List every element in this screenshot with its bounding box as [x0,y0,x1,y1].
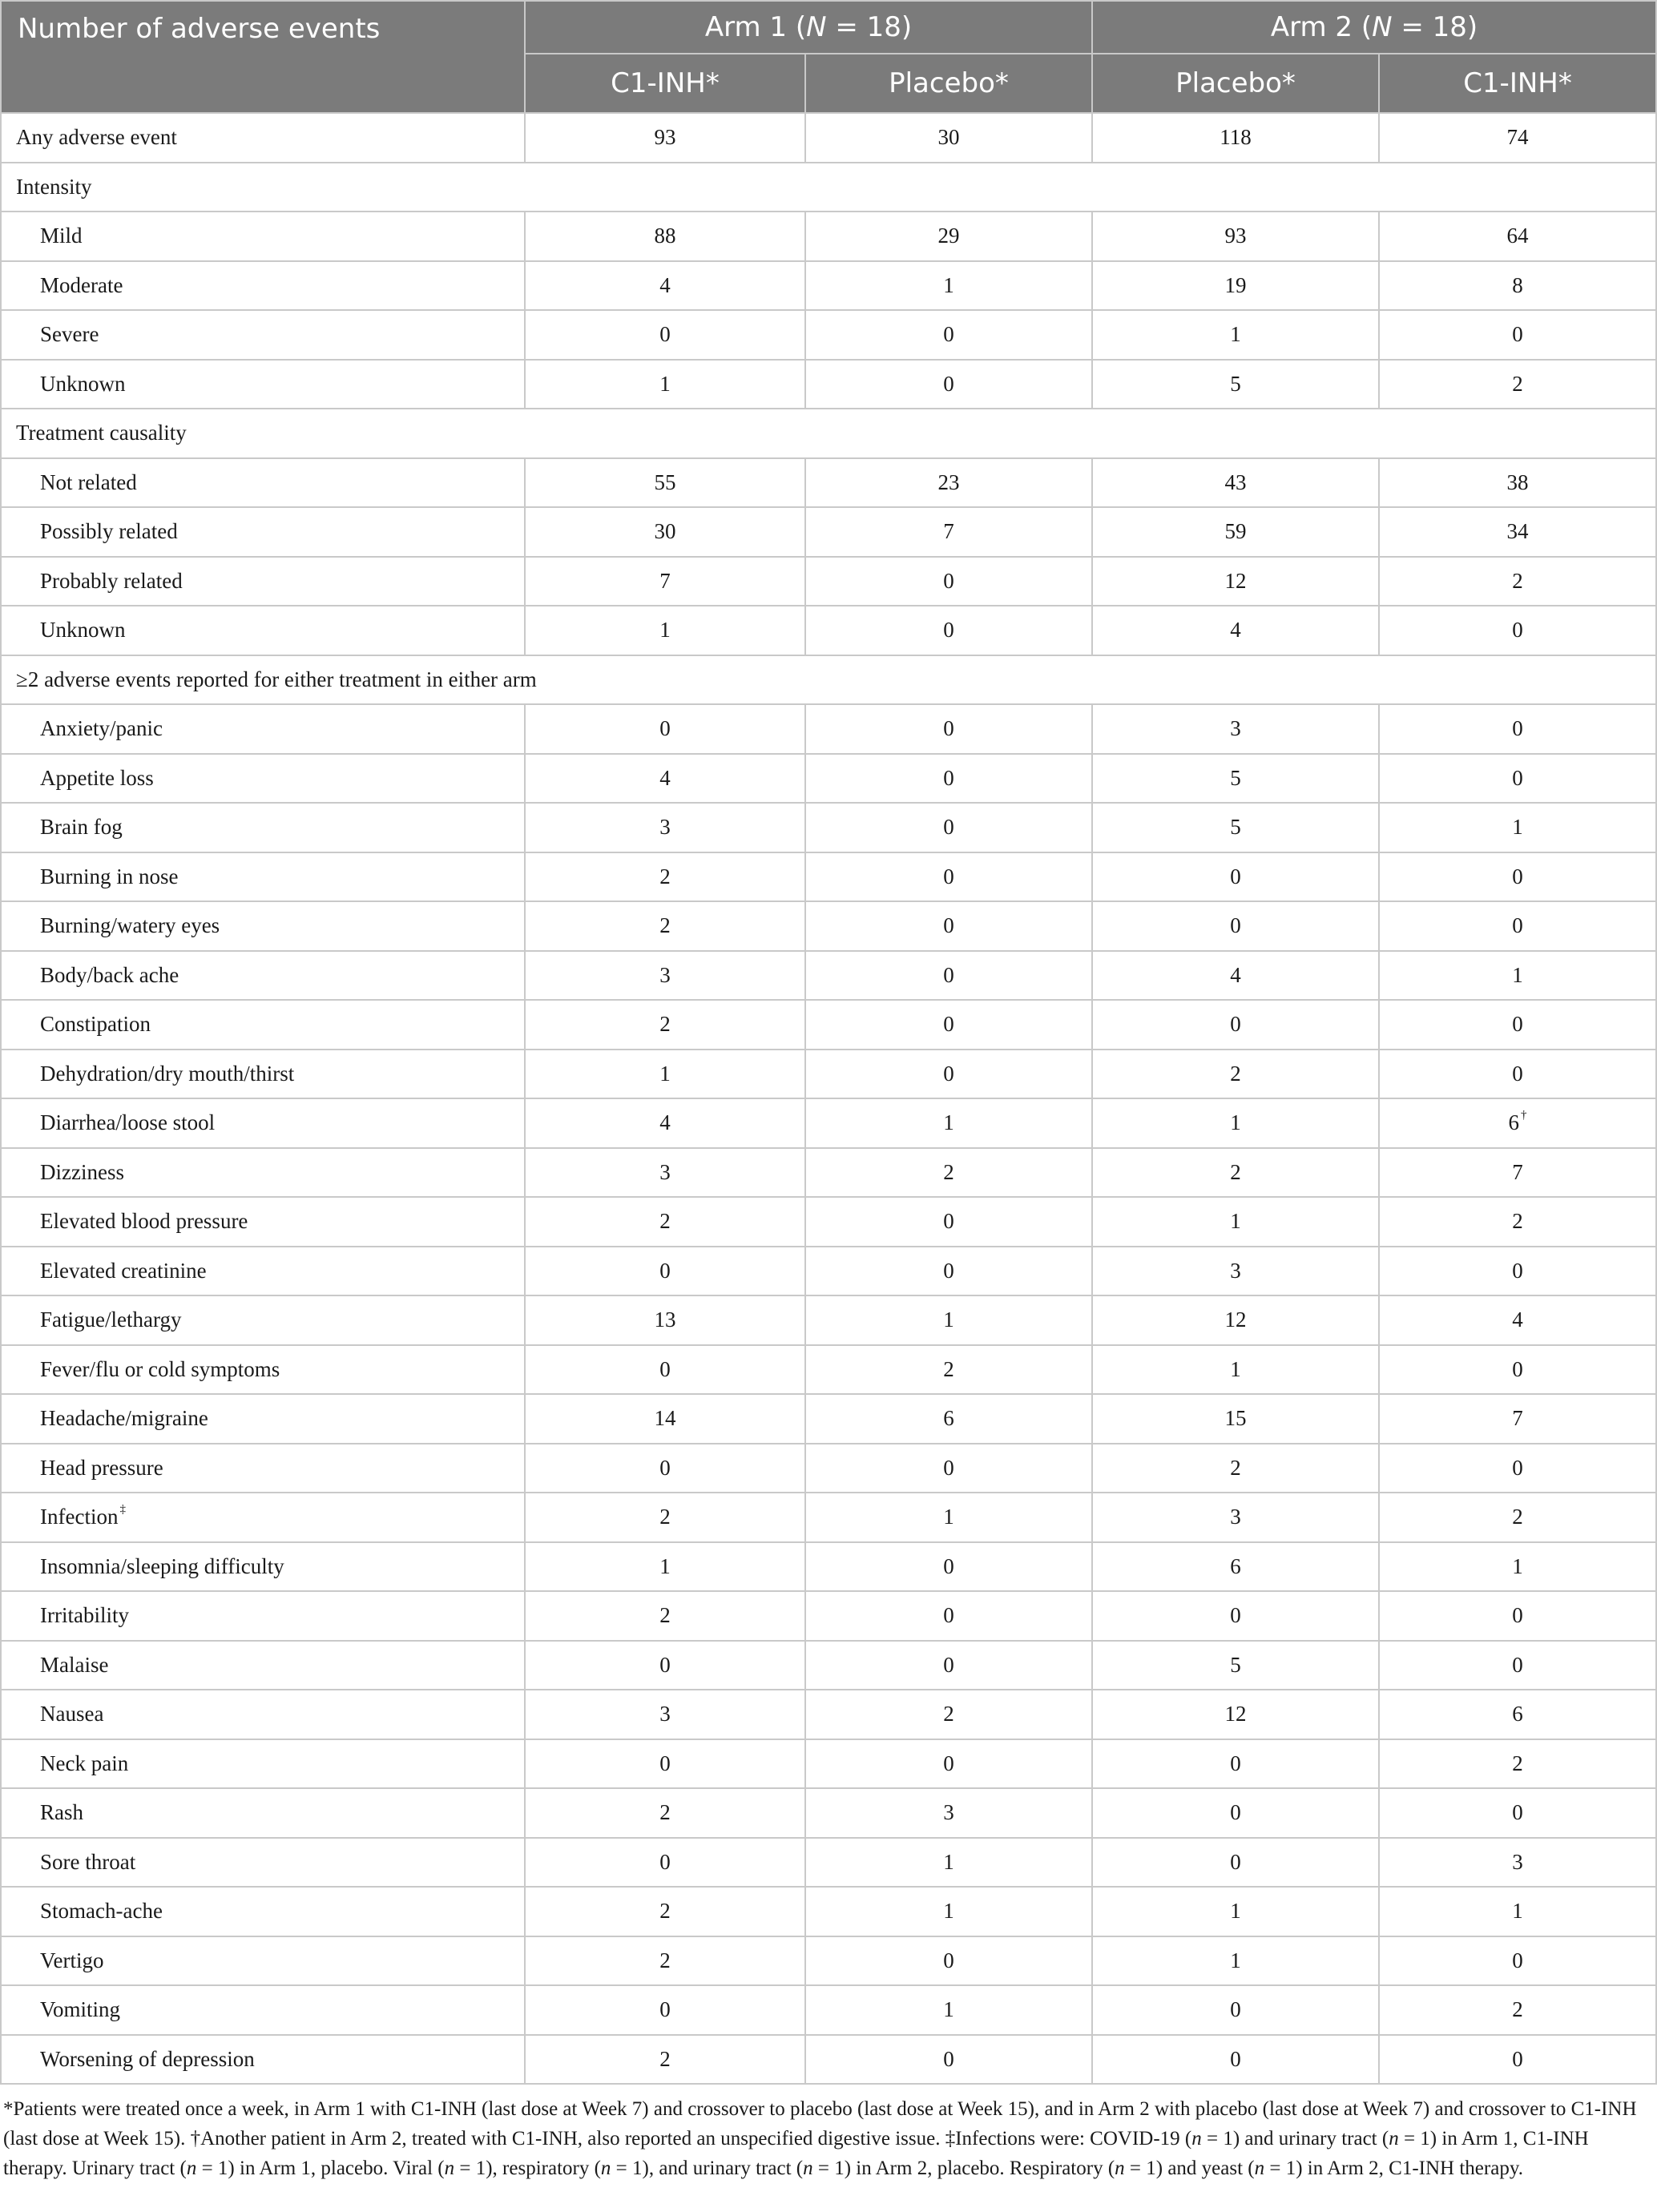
value-cell: 3 [1092,1247,1379,1296]
row-label: Burning/watery eyes [1,901,525,951]
row-label: Not related [1,458,525,508]
value-cell: 0 [1092,1591,1379,1641]
section-label: ≥2 adverse events reported for either treatment in either arm [1,655,1656,705]
value-cell: 1 [1092,1098,1379,1148]
footnote-segment: = 1) in Arm 1, placebo. Viral ( [196,2158,445,2179]
value-cell: 0 [1092,852,1379,902]
row-label: Any adverse event [1,113,525,163]
table-row [1,606,1656,655]
value-cell: 3 [525,1148,805,1198]
value-cell: 0 [805,557,1092,606]
value-cell: 0 [805,310,1092,360]
footnote-segment: = 1) in Arm 1, C1-INH therapy. Urinary tract ( [3,2128,1589,2179]
value-cell: 0 [1379,1788,1656,1838]
row-label: Elevated creatinine [1,1247,525,1296]
value-cell: 2 [805,1148,1092,1198]
value-cell: 0 [525,310,805,360]
table-row [1,901,1656,951]
value-cell: 6 † [1379,1098,1656,1148]
value-cell: 5 [1092,360,1379,409]
value-cell: 3 [525,1690,805,1739]
table-body [1,113,1656,2084]
value-cell: 0 [1379,852,1656,902]
row-label: Unknown [1,606,525,655]
value-cell: 34 [1379,507,1656,557]
footnote-segment: n [1191,2128,1202,2150]
value-cell: 5 [1092,1641,1379,1690]
value-cell: 93 [1092,212,1379,261]
value-cell: 0 [1379,310,1656,360]
row-label: Elevated blood pressure [1,1197,525,1247]
row-label: Unknown [1,360,525,409]
value-cell: 2 [805,1345,1092,1395]
section-row [1,163,1656,212]
row-label: Diarrhea/loose stool [1,1098,525,1148]
row-label: Worsening of depression [1,2035,525,2085]
value-cell: 0 [805,1739,1092,1789]
value-cell: 3 [1092,704,1379,754]
value-cell: 0 [805,901,1092,951]
table-row [1,1936,1656,1986]
value-cell: 3 [1379,1838,1656,1888]
value-cell: 0 [805,1591,1092,1641]
row-label: Head pressure [1,1444,525,1493]
value-cell: 0 [1092,901,1379,951]
value-cell: 6 [1092,1542,1379,1592]
value-cell: 8 [1379,261,1656,311]
row-label: Stomach-ache [1,1887,525,1936]
value-cell: 12 [1092,1690,1379,1739]
value-cell: 2 [525,1493,805,1542]
table-row [1,212,1656,261]
header-col-arm1-placebo: Placebo* [805,54,1092,113]
footnote-segment: n [1389,2128,1399,2150]
table-row [1,1591,1656,1641]
footnote-segment: = 1) and yeast ( [1124,2158,1255,2179]
value-cell: 0 [1379,606,1656,655]
table-row [1,1000,1656,1050]
value-cell: 2 [525,2035,805,2085]
value-cell: 2 [525,1591,805,1641]
header-col-arm1-c1inh: C1-INH* [525,54,805,113]
row-label: Headache/migraine [1,1394,525,1444]
value-cell: 0 [1379,1641,1656,1690]
value-cell: 0 [1379,1050,1656,1099]
table-row [1,507,1656,557]
value-cell: 1 [1092,1887,1379,1936]
table-row [1,754,1656,804]
value-cell: 2 [525,852,805,902]
value-cell: 1 [805,1098,1092,1148]
table-row [1,1542,1656,1592]
value-cell: 5 [1092,803,1379,852]
value-cell: 0 [1379,1936,1656,1986]
value-cell: 2 [805,1690,1092,1739]
value-cell: 2 [525,1000,805,1050]
value-cell: 0 [525,1739,805,1789]
value-cell: 2 [1379,360,1656,409]
table-row [1,1641,1656,1690]
value-cell: 0 [805,1000,1092,1050]
value-cell: 1 [525,1542,805,1592]
table-row [1,1788,1656,1838]
row-label: Fever/flu or cold symptoms [1,1345,525,1395]
table-row [1,852,1656,902]
footnote-segment: n [186,2158,197,2179]
value-cell: 1 [1092,1197,1379,1247]
section-label: Intensity [1,163,1656,212]
table-row [1,1493,1656,1542]
value-cell: 2 [1379,1985,1656,2035]
table-row [1,951,1656,1001]
value-cell: 2 [525,1788,805,1838]
value-cell: 7 [1379,1148,1656,1198]
table-row [1,2035,1656,2085]
value-cell: 2 [1092,1444,1379,1493]
value-cell: 14 [525,1394,805,1444]
value-cell: 0 [805,360,1092,409]
value-cell: 2 [1092,1050,1379,1099]
row-label: Constipation [1,1000,525,1050]
row-label: Malaise [1,1641,525,1690]
table-row [1,1394,1656,1444]
value-cell: 0 [1379,754,1656,804]
value-cell: 0 [1379,2035,1656,2085]
value-cell: 15 [1092,1394,1379,1444]
table-row [1,803,1656,852]
row-label: Mild [1,212,525,261]
value-cell: 1 [1379,1542,1656,1592]
row-label: Brain fog [1,803,525,852]
footnote-segment: = 1) and urinary tract ( [1201,2128,1389,2150]
value-cell: 2 [525,901,805,951]
value-cell: 118 [1092,113,1379,163]
value-cell: 0 [805,606,1092,655]
value-cell: 13 [525,1295,805,1345]
value-cell: 88 [525,212,805,261]
value-cell: 0 [805,1444,1092,1493]
value-cell: 1 [525,606,805,655]
value-cell: 1 [1379,951,1656,1001]
table-row [1,458,1656,508]
row-label: Possibly related [1,507,525,557]
value-cell: 59 [1092,507,1379,557]
value-cell: 7 [805,507,1092,557]
table-row [1,261,1656,311]
row-label: Body/back ache [1,951,525,1001]
value-cell: 1 [805,1295,1092,1345]
value-cell: 0 [805,2035,1092,2085]
row-label: Irritability [1,1591,525,1641]
value-cell: 1 [525,1050,805,1099]
value-cell: 1 [1379,1887,1656,1936]
row-label: Insomnia/sleeping difficulty [1,1542,525,1592]
value-cell: 0 [805,951,1092,1001]
value-cell: 0 [1092,1838,1379,1888]
header-col-arm2-placebo: Placebo* [1092,54,1379,113]
value-cell: 0 [805,852,1092,902]
value-cell: 2 [525,1887,805,1936]
value-cell: 0 [805,754,1092,804]
value-cell: 4 [1092,951,1379,1001]
value-cell: 43 [1092,458,1379,508]
value-cell: 1 [805,261,1092,311]
header-corner: Number of adverse events [1,1,525,113]
section-label: Treatment causality [1,409,1656,458]
row-label: Infection ‡ [1,1493,525,1542]
value-cell: 0 [805,1542,1092,1592]
value-cell: 0 [805,1247,1092,1296]
row-label: Burning in nose [1,852,525,902]
value-cell: 0 [1379,901,1656,951]
value-cell: 2 [1092,1148,1379,1198]
value-cell: 30 [525,507,805,557]
value-cell: 4 [525,261,805,311]
value-cell: 3 [805,1788,1092,1838]
value-cell: 0 [805,803,1092,852]
value-cell: 0 [525,1247,805,1296]
footnote-segment: = 1) in Arm 2, C1-INH therapy. [1264,2158,1523,2179]
value-cell: 38 [1379,458,1656,508]
value-cell: 29 [805,212,1092,261]
row-label: Fatigue/lethargy [1,1295,525,1345]
value-cell: 64 [1379,212,1656,261]
value-cell: 0 [805,1641,1092,1690]
value-cell: 3 [525,803,805,852]
table-row [1,1050,1656,1099]
footnote-segment: = 1) in Arm 2, placebo. Respiratory ( [812,2158,1115,2179]
value-cell: 0 [1092,1739,1379,1789]
row-label: Moderate [1,261,525,311]
header-arm-1: Arm 1 (N = 18) [525,1,1092,54]
value-cell: 0 [1379,1591,1656,1641]
row-label: Anxiety/panic [1,704,525,754]
table-row [1,1739,1656,1789]
value-cell: 0 [1092,2035,1379,2085]
value-cell: 6 [1379,1690,1656,1739]
value-cell: 4 [525,1098,805,1148]
table-row [1,1690,1656,1739]
value-cell: 2 [525,1936,805,1986]
footnote-segment: = 1), and urinary tract ( [611,2158,804,2179]
value-cell: 0 [1092,1985,1379,2035]
value-cell: 7 [525,557,805,606]
value-cell: 2 [1379,1739,1656,1789]
row-label: Sore throat [1,1838,525,1888]
value-cell: 1 [1092,310,1379,360]
footnote-segment: n [1254,2158,1265,2179]
row-label: Severe [1,310,525,360]
value-cell: 2 [525,1197,805,1247]
value-cell: 93 [525,113,805,163]
value-cell: 0 [1092,1788,1379,1838]
value-cell: 1 [1379,803,1656,852]
table-row [1,360,1656,409]
value-cell: 1 [805,1985,1092,2035]
footnote-segment: *Patients were treated once a week, in Arm 1 with C1-INH (last dose at Week 7) and crossover to placebo (last dose at Week 15), and in Arm 2 with placebo (last dose at Week 7) and crossover to C1-INH (last dose at Week 15). †Another patient in Arm 2, treated with C1-INH, also reported an unspecified digestive issue. ‡Infections were: COVID-19 ( [3,2098,1637,2150]
table-row [1,1444,1656,1493]
value-cell: 0 [525,1444,805,1493]
value-cell: 1 [805,1887,1092,1936]
table-row [1,113,1656,163]
value-cell: 0 [525,704,805,754]
table-row [1,1295,1656,1345]
section-row [1,409,1656,458]
value-cell: 0 [525,1345,805,1395]
table-row [1,557,1656,606]
value-cell: 0 [525,1641,805,1690]
row-label: Neck pain [1,1739,525,1789]
value-cell: 0 [1379,1444,1656,1493]
value-cell: 2 [1379,557,1656,606]
row-label: Probably related [1,557,525,606]
table-row [1,704,1656,754]
value-cell: 0 [1379,1345,1656,1395]
footnote-segment: n [444,2158,455,2179]
value-cell: 6 [805,1394,1092,1444]
footnote-mark: ‡ [119,1503,126,1517]
value-cell: 23 [805,458,1092,508]
row-label: Rash [1,1788,525,1838]
footnote-segment: n [803,2158,813,2179]
value-cell: 0 [805,1050,1092,1099]
table-row [1,1148,1656,1198]
header-arm-2: Arm 2 (N = 18) [1092,1,1656,54]
table-row [1,1098,1656,1148]
value-cell: 4 [1092,606,1379,655]
value-cell: 4 [525,754,805,804]
value-cell: 3 [525,951,805,1001]
row-label: Vomiting [1,1985,525,2035]
value-cell: 1 [525,360,805,409]
value-cell: 55 [525,458,805,508]
row-label: Dizziness [1,1148,525,1198]
value-cell: 1 [1092,1936,1379,1986]
table-row [1,1838,1656,1888]
table-header [1,1,1656,113]
value-cell: 0 [805,1197,1092,1247]
value-cell: 12 [1092,557,1379,606]
value-cell: 3 [1092,1493,1379,1542]
value-cell: 12 [1092,1295,1379,1345]
value-cell: 0 [1379,704,1656,754]
table-row [1,1197,1656,1247]
value-cell: 0 [805,1936,1092,1986]
value-cell: 4 [1379,1295,1656,1345]
table-row [1,310,1656,360]
value-cell: 19 [1092,261,1379,311]
value-cell: 0 [1379,1000,1656,1050]
value-cell: 0 [1092,1000,1379,1050]
value-cell: 0 [525,1985,805,2035]
value-cell: 1 [805,1838,1092,1888]
row-label: Vertigo [1,1936,525,1986]
value-cell: 30 [805,113,1092,163]
value-cell: 74 [1379,113,1656,163]
value-cell: 2 [1379,1493,1656,1542]
row-label: Dehydration/dry mouth/thirst [1,1050,525,1099]
value-cell: 7 [1379,1394,1656,1444]
table-row [1,1345,1656,1395]
value-cell: 0 [805,704,1092,754]
value-cell: 5 [1092,754,1379,804]
value-cell: 1 [805,1493,1092,1542]
value-cell: 1 [1092,1345,1379,1395]
header-col-arm2-c1inh: C1-INH* [1379,54,1656,113]
table-footnote [0,2085,1655,2183]
row-label: Appetite loss [1,754,525,804]
footnote-segment: n [600,2158,611,2179]
table-row [1,1887,1656,1936]
value-cell: 0 [525,1838,805,1888]
table-row [1,1985,1656,2035]
table-row [1,1247,1656,1296]
footnote-segment: n [1115,2158,1125,2179]
footnote-mark: † [1521,1109,1527,1122]
section-row [1,655,1656,705]
value-cell: 0 [1379,1247,1656,1296]
footnote-segment: = 1), respiratory ( [454,2158,601,2179]
row-label: Nausea [1,1690,525,1739]
value-cell: 2 [1379,1197,1656,1247]
